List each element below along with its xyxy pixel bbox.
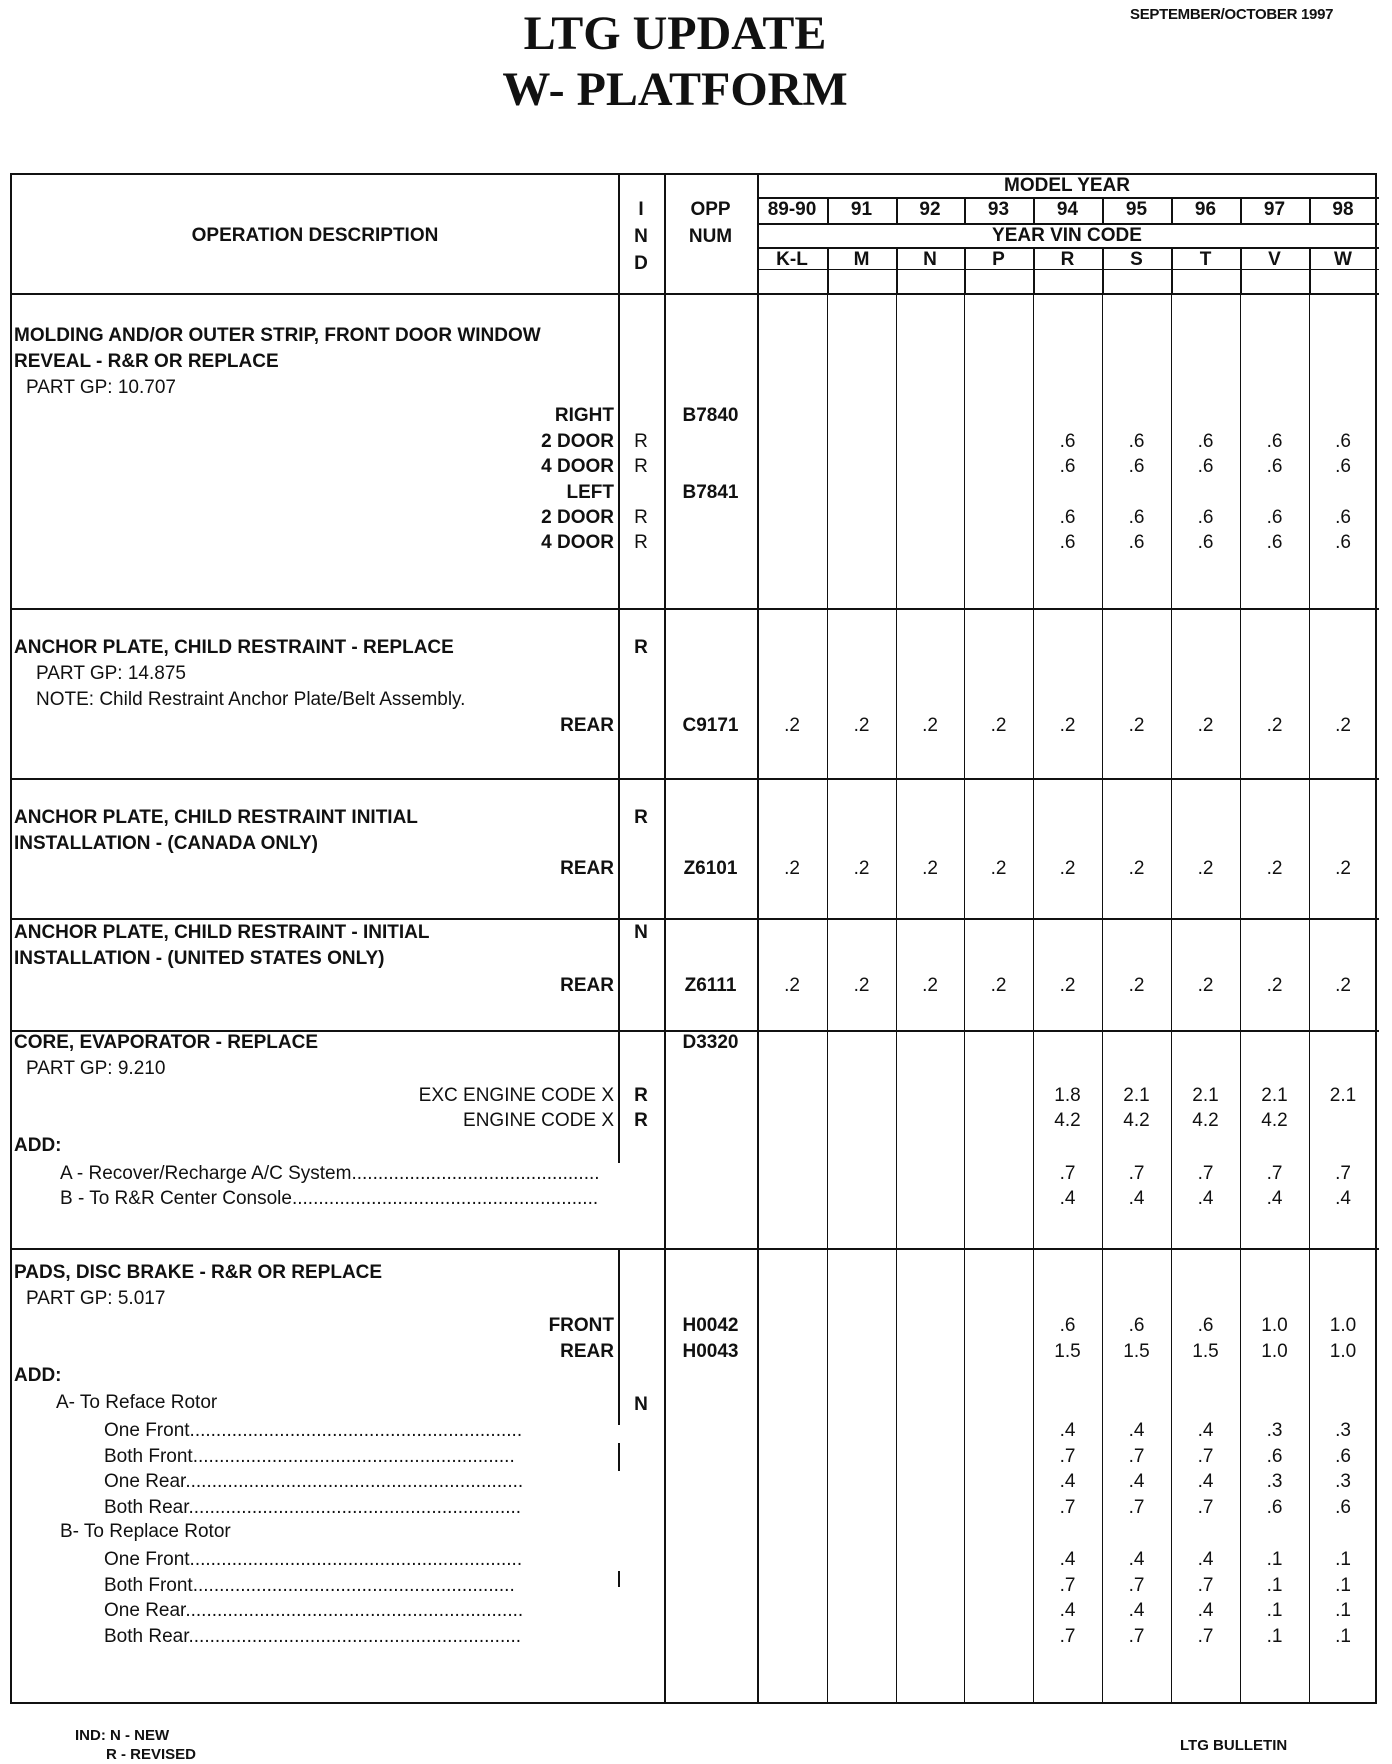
sub-row-label: One Rear................................................................ [104,1471,524,1493]
column-divider [618,608,620,778]
column-divider [964,1030,965,1248]
sub-row-label: Both Front............................................................. [104,1574,515,1596]
value-cell: 1.0 [1329,1315,1357,1336]
column-divider [757,295,759,608]
vin-code-cell: S [1130,249,1143,270]
value-cell: 2.1 [1329,1085,1357,1106]
column-divider [964,778,965,918]
value-cell: .7 [1059,1163,1076,1184]
opp-num-header: NUM [688,226,733,247]
row-divider [12,293,1379,295]
column-divider [1033,608,1034,778]
value-cell: .4 [1128,1420,1145,1441]
value-cell: .7 [1197,1625,1214,1647]
section-ind: R [634,637,648,658]
value-cell: .7 [1059,1496,1076,1518]
row-ind: R [634,431,648,452]
value-cell: .1 [1266,1549,1283,1570]
column-divider [827,918,828,1030]
section-note: PART GP: 14.875 [36,663,186,684]
column-divider [757,1248,759,1704]
value-cell: 4.2 [1261,1110,1288,1131]
column-divider [1171,608,1172,778]
row-opp-num: Z6101 [683,858,738,879]
row-opp-num: H0043 [682,1341,739,1362]
row-label: REAR [560,975,614,996]
value-cell: .2 [1335,858,1351,879]
row-ind: R [634,456,648,477]
column-divider [1240,778,1241,918]
value-cell: .4 [1335,1188,1351,1209]
column-divider [896,295,897,608]
vin-code-cell: R [1060,249,1075,270]
value-cell: .6 [1266,431,1283,452]
add-row-label: B - To R&R Center Console.......................................................... [60,1188,599,1209]
value-cell: .7 [1197,1496,1214,1518]
value-cell: .4 [1197,1420,1214,1441]
row-ind: R [634,1110,648,1131]
bulletin-label: LTG BULLETIN [1180,1737,1288,1754]
title-line-2: W- PLATFORM [502,63,848,116]
value-cell: 1.5 [1123,1341,1150,1362]
value-cell: .6 [1059,456,1076,477]
value-cell: .2 [922,858,938,879]
value-cell: 4.2 [1054,1110,1081,1131]
section-title: CORE, EVAPORATOR - REPLACE [14,1032,319,1053]
value-cell: .7 [1335,1163,1351,1184]
section-note: PART GP: 9.210 [26,1058,166,1079]
row-ind: R [634,532,648,553]
column-divider [896,1030,897,1248]
column-divider [827,608,828,778]
section-title: ANCHOR PLATE, CHILD RESTRAINT INITIAL [14,807,418,828]
column-divider [664,608,666,778]
value-cell: .2 [1059,858,1076,879]
vin-code-cell: N [923,249,937,270]
sub-row-label: Both Front............................................................. [104,1445,515,1467]
value-cell: .2 [1266,858,1283,879]
value-cell: .7 [1128,1496,1145,1518]
value-cell: .6 [1059,1315,1076,1336]
column-divider [1171,918,1172,1030]
value-cell: 1.8 [1054,1085,1081,1106]
row-divider [12,918,1379,920]
section-ind: N [634,922,648,943]
value-cell: .4 [1128,1471,1145,1493]
model-year-cell: 96 [1194,199,1217,220]
value-cell: .2 [1335,975,1351,996]
value-cell: .1 [1335,1625,1351,1647]
model-year-cell: 92 [919,199,941,220]
column-divider [1102,918,1103,1030]
value-cell: .6 [1059,431,1076,452]
column-divider [1309,1030,1310,1248]
row-opp-num: B7841 [682,482,739,503]
title-line-1: LTG UPDATE [523,7,827,60]
row-divider [12,1248,1379,1250]
value-cell: .6 [1266,507,1283,528]
value-cell: .7 [1059,1445,1076,1467]
vin-code-cell: V [1268,249,1281,270]
value-cell: .2 [922,975,938,996]
row-opp-num: H0042 [682,1315,739,1336]
value-cell: .6 [1128,532,1145,553]
column-divider [618,778,620,918]
value-cell: .2 [1128,715,1145,736]
model-year-cell: 89-90 [767,199,817,220]
row-label: REAR [560,715,614,736]
value-cell: .3 [1335,1420,1351,1441]
value-cell: .2 [990,715,1007,736]
section-title: MOLDING AND/OR OUTER STRIP, FRONT DOOR WINDOW [14,325,541,346]
legend-line-2: R - REVISED [106,1746,197,1763]
column-divider [1102,778,1103,918]
value-cell: 1.0 [1261,1341,1288,1362]
column-divider [664,918,666,1030]
ind-header: D [634,253,648,274]
value-cell: .4 [1197,1600,1214,1622]
model-year-header: MODEL YEAR [1004,175,1130,196]
column-divider [1309,918,1310,1030]
model-year-cell: 94 [1056,199,1079,220]
value-cell: .2 [1197,858,1214,879]
value-cell: .4 [1128,1600,1145,1622]
column-divider [1102,608,1103,778]
row-ind: R [634,507,648,528]
model-year-cell: 98 [1332,199,1354,220]
value-cell: .1 [1335,1574,1351,1596]
vin-code-cell: M [853,249,870,270]
model-year-cell: 93 [987,199,1010,220]
value-cell: .7 [1197,1574,1214,1596]
column-divider [1033,918,1034,1030]
value-cell: .7 [1128,1445,1145,1467]
row-opp-num: C9171 [682,715,739,736]
section-title: ANCHOR PLATE, CHILD RESTRAINT - INITIAL [14,922,430,943]
column-divider [1102,1030,1103,1248]
labor-time-table [10,173,1377,1704]
column-divider [827,1248,828,1704]
row-label: LEFT [566,482,614,503]
value-cell: 4.2 [1123,1110,1150,1131]
value-cell: .4 [1266,1188,1283,1209]
value-cell: .6 [1059,507,1076,528]
row-label: 4 DOOR [541,456,614,477]
value-cell: .4 [1059,1420,1076,1441]
row-opp-num: B7840 [682,405,739,426]
value-cell: .6 [1335,456,1351,477]
value-cell: 1.0 [1261,1315,1288,1336]
value-cell: .4 [1059,1471,1076,1493]
model-year-cell: 91 [850,199,873,220]
column-divider [1309,778,1310,918]
section-opp-num: D3320 [682,1032,739,1053]
value-cell: .6 [1266,1496,1283,1518]
value-cell: .2 [990,975,1007,996]
value-cell: .6 [1128,431,1145,452]
row-ind: R [634,1085,648,1106]
sub-row-label: Both Rear............................................................... [104,1625,522,1647]
column-divider [1171,778,1172,918]
row-label: 4 DOOR [541,532,614,553]
value-cell: .6 [1128,456,1145,477]
value-cell: .6 [1266,1445,1283,1467]
column-divider [757,608,759,778]
column-divider [896,918,897,1030]
opp-num-header: OPP [690,199,731,220]
value-cell: .7 [1059,1625,1076,1647]
value-cell: .1 [1335,1600,1351,1622]
row-label: 2 DOOR [541,431,614,452]
group-label: A- To Reface Rotor [56,1392,218,1413]
value-cell: 2.1 [1261,1085,1288,1106]
value-cell: .7 [1197,1445,1214,1467]
row-label: EXC ENGINE CODE X [418,1085,614,1106]
value-cell: .4 [1197,1549,1214,1570]
value-cell: .6 [1335,532,1351,553]
value-cell: .6 [1128,1315,1145,1336]
value-cell: .7 [1128,1574,1145,1596]
column-divider [1240,918,1241,1030]
column-divider [1240,1030,1241,1248]
value-cell: .2 [784,975,800,996]
column-divider [896,608,897,778]
value-cell: 1.0 [1329,1341,1357,1362]
value-cell: .4 [1197,1188,1214,1209]
vin-code-cell: T [1199,249,1212,270]
value-cell: .2 [784,858,800,879]
column-divider [1309,608,1310,778]
value-cell: 1.5 [1192,1341,1219,1362]
ind-header: N [634,226,648,247]
row-label: FRONT [548,1315,614,1336]
column-divider [664,295,666,608]
value-cell: 2.1 [1192,1085,1219,1106]
value-cell: .1 [1335,1549,1351,1570]
value-cell: .1 [1266,1574,1283,1596]
column-divider [827,1030,828,1248]
date-label: SEPTEMBER/OCTOBER 1997 [1130,6,1334,23]
row-label: REAR [560,1341,614,1362]
value-cell: .6 [1197,1315,1214,1336]
value-cell: .2 [853,975,870,996]
value-cell: .3 [1335,1471,1351,1493]
value-cell: .1 [1266,1600,1283,1622]
value-cell: .6 [1197,431,1214,452]
value-cell: .4 [1197,1471,1214,1493]
value-cell: 4.2 [1192,1110,1219,1131]
value-cell: .2 [1128,975,1145,996]
value-cell: .2 [853,858,870,879]
value-cell: .2 [1197,975,1214,996]
sub-row-label: Both Rear............................................................... [104,1496,522,1518]
value-cell: .6 [1197,532,1214,553]
row-opp-num: Z6111 [684,975,737,996]
value-cell: .2 [922,715,938,736]
value-cell: .4 [1059,1600,1076,1622]
value-cell: .2 [1266,975,1283,996]
row-divider [12,778,1379,780]
section-note: NOTE: Child Restraint Anchor Plate/Belt Assembly. [36,689,466,710]
vin-code-cell: K-L [776,249,808,270]
value-cell: .2 [784,715,800,736]
row-divider [12,608,1379,610]
model-year-cell: 97 [1263,199,1286,220]
section-title: INSTALLATION - (CANADA ONLY) [14,833,318,854]
section-title: PADS, DISC BRAKE - R&R OR REPLACE [14,1262,383,1283]
column-divider [757,918,759,1030]
value-cell: .2 [990,858,1007,879]
section-title: INSTALLATION - (UNITED STATES ONLY) [14,948,385,969]
value-cell: .7 [1266,1163,1283,1184]
operation-description-header: OPERATION DESCRIPTION [191,225,439,246]
value-cell: .6 [1197,456,1214,477]
value-cell: .2 [1266,715,1283,736]
column-divider [896,778,897,918]
value-cell: .2 [1335,715,1351,736]
section-title: ANCHOR PLATE, CHILD RESTRAINT - REPLACE [14,637,454,658]
row-label: RIGHT [554,405,614,426]
value-cell: .6 [1335,1445,1351,1467]
value-cell: .4 [1128,1549,1145,1570]
column-divider [1171,1030,1172,1248]
column-divider [827,295,828,608]
column-divider [757,1030,759,1248]
value-cell: .7 [1128,1625,1145,1647]
value-cell: .1 [1266,1625,1283,1647]
value-cell: .6 [1128,507,1145,528]
column-divider [964,1248,965,1704]
value-cell: 1.5 [1054,1341,1081,1362]
value-cell: .6 [1335,431,1351,452]
row-label: REAR [560,858,614,879]
sub-row-label: One Front............................................................... [104,1549,523,1570]
value-cell: .7 [1128,1163,1145,1184]
model-year-cell: 95 [1125,199,1148,220]
value-cell: .6 [1059,532,1076,553]
column-divider [664,1030,666,1248]
column-divider [1033,778,1034,918]
legend-line-1: IND: N - NEW [75,1727,170,1744]
vin-code-cell: W [1334,249,1352,270]
group-label: B- To Replace Rotor [60,1521,231,1542]
group-ind: N [634,1394,648,1415]
ind-header: I [638,199,644,220]
year-vin-code-header: YEAR VIN CODE [992,225,1142,246]
section-note: PART GP: 10.707 [26,377,176,398]
column-divider [896,1248,897,1704]
section-note: PART GP: 5.017 [26,1288,166,1309]
value-cell: 2.1 [1123,1085,1150,1106]
value-cell: .6 [1197,507,1214,528]
value-cell: .7 [1197,1163,1214,1184]
row-label: 2 DOOR [541,507,614,528]
section-title: REVEAL - R&R OR REPLACE [14,351,279,372]
add-label: ADD: [14,1135,62,1156]
column-divider [964,918,965,1030]
value-cell: .2 [853,715,870,736]
column-divider [964,608,965,778]
value-cell: .3 [1266,1420,1283,1441]
value-cell: .6 [1335,507,1351,528]
add-label: ADD: [14,1365,62,1386]
column-divider [757,778,759,918]
column-divider [664,778,666,918]
value-cell: .4 [1059,1188,1076,1209]
column-divider [964,295,965,608]
add-row-label: A - Recover/Recharge A/C System............................................... [60,1163,600,1184]
value-cell: .7 [1059,1574,1076,1596]
value-cell: .2 [1128,858,1145,879]
value-cell: .2 [1197,715,1214,736]
value-cell: .4 [1059,1549,1076,1570]
row-label: ENGINE CODE X [463,1110,614,1131]
value-cell: .4 [1128,1188,1145,1209]
vin-code-cell: P [992,249,1005,270]
value-cell: .2 [1059,715,1076,736]
value-cell: .6 [1266,532,1283,553]
value-cell: .6 [1266,456,1283,477]
column-divider [1033,1030,1034,1248]
column-divider [1240,608,1241,778]
sub-row-label: One Rear................................................................ [104,1600,524,1622]
section-ind: R [634,807,648,828]
column-divider [827,778,828,918]
value-cell: .6 [1335,1496,1351,1518]
value-cell: .3 [1266,1471,1283,1493]
page-title [400,6,950,118]
value-cell: .2 [1059,975,1076,996]
sub-row-label: One Front............................................................... [104,1420,523,1441]
